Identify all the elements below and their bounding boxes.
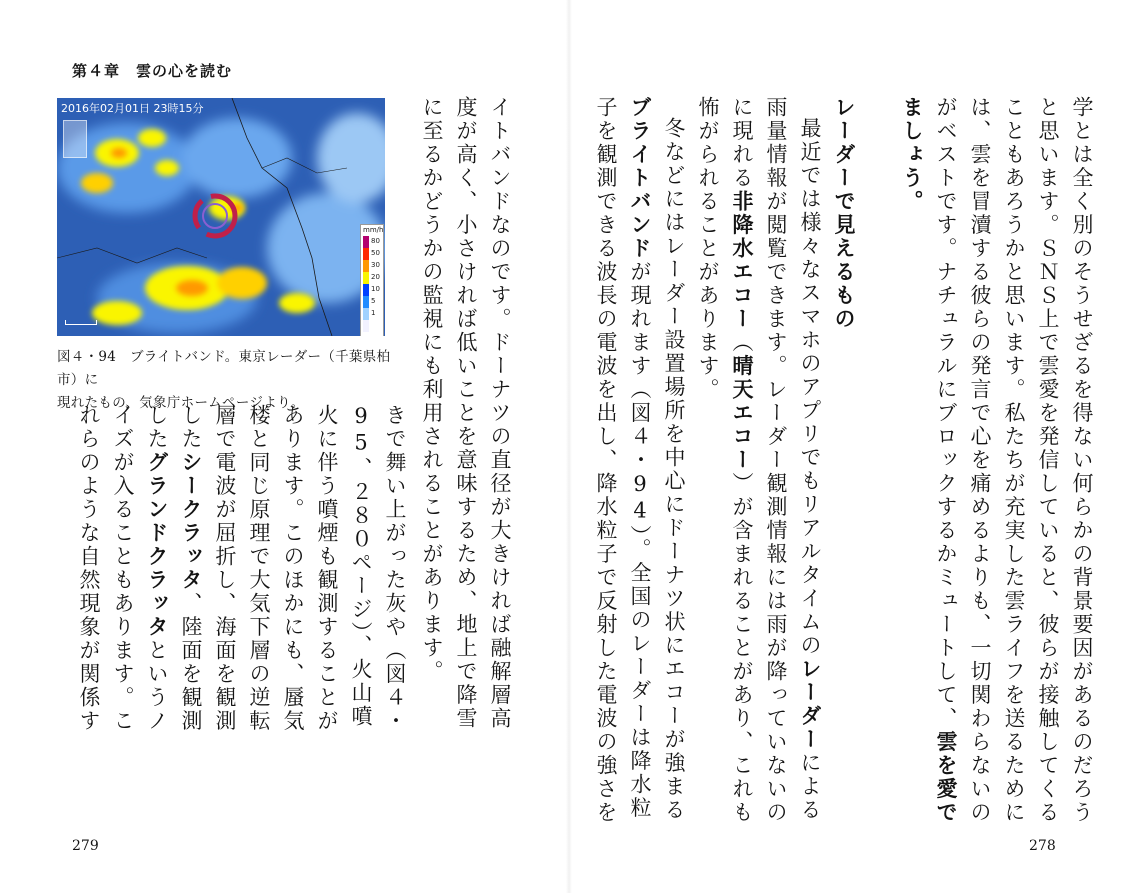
legend-row (363, 308, 382, 320)
caption-line-1: 図４・94 ブライトバンド。東京レーダー（千葉県柏市）に (57, 349, 391, 388)
right-page (569, 0, 1139, 893)
term-sea-clutter: シークラッタ (179, 451, 203, 592)
term-clear-air-echo: 晴天エコー (730, 354, 754, 472)
page-number-left: 279 (72, 838, 99, 854)
term-ground-clutter: グランドクラッタ (145, 451, 169, 639)
paragraph-continued-lower: きで舞い上がった灰や（図４・95、２８０ページ）、火山噴火に伴う噴煙も観測することがあります。このほかにも、蜃気楼と同じ原理で大気下層の逆転層で電波が屈折し、海面を観測したシークラッタ、陸面を観測したグランドクラッタというノイズが入ることもあります。これらのような自然現象が関係す (77, 404, 407, 733)
legend-swatch (363, 272, 369, 284)
figure-legend (360, 224, 384, 336)
term-radar: レーダー (798, 657, 822, 752)
legend-row (363, 236, 382, 248)
legend-row (363, 320, 382, 332)
legend-label: 1 (371, 309, 376, 317)
paragraph-radar-other (412, 96, 415, 736)
legend-row (363, 260, 382, 272)
caption-line-2: 現れたもの、気象庁ホームページより。 (57, 395, 305, 411)
left-page (0, 0, 569, 893)
left-page-lower-text (72, 404, 412, 736)
legend-row (363, 296, 382, 308)
paragraph-continued: 学とは全く別のそうせざるを得ない何らかの背景要因があるのだろうと思います。ＳＮＳ上で雲愛を発信していると、彼らが接触してくることもあろうかと思います。私たちが充実した雲ライフを送るためには、雲を冒瀆する彼らの発言で心を痛めるよりも、一切関わらないのがベストです。ナチュラルにブロックするかミュートして、雲を愛でましょう。 (900, 96, 1094, 825)
legend-label: 5 (371, 297, 376, 305)
paragraph-2: 冬などにはレーダー設置場所を中心にドーナツ状にエコーが強まるブライトバンドが現れます（図４・94）。全国のレーダーは降水粒子を観測できる波長の電波を出し、降水粒子で反射した電波の強さを (594, 96, 686, 825)
legend-swatch (363, 296, 369, 308)
legend-row (363, 284, 382, 296)
legend-swatch (363, 248, 369, 260)
section-heading: レーダーで見えるもの (832, 96, 856, 331)
legend-swatch (363, 284, 369, 296)
bold-phrase-love-clouds: 雲を愛でましょう。 (900, 96, 958, 825)
paragraph-continued-left: イトバンドなのです。ドーナツの直径が大きければ融解層高度が高く、小さければ低いことを意味するため、地上で降雪に至るかどうかの監視にも利用されることがあります。 (420, 96, 512, 731)
term-non-precip-echo: 非降水エコー (730, 190, 754, 331)
legend-swatch (363, 260, 369, 272)
legend-unit: mm/h (363, 226, 384, 234)
left-page-upper-text (412, 96, 517, 736)
map-zoom-control (63, 120, 87, 158)
radar-map-image (57, 98, 385, 336)
legend-label: 80 (371, 237, 380, 245)
running-head: 第４章 雲の心を読む (72, 62, 233, 80)
legend-swatch (363, 236, 369, 248)
legend-swatch (363, 320, 369, 332)
legend-label: 30 (371, 261, 380, 269)
spacer-line (861, 96, 895, 826)
term-bright-band: ブライトバンド (628, 96, 652, 261)
page-number-right: 278 (1029, 838, 1056, 854)
paragraph-1: 最近では様々なスマホのアプリでもリアルタイムのレーダーによる雨量情報が閲覧できます。レーダー観測情報には雨が降っていないのに現れる非降水エコー（晴天エコー）が含まれることがあり、これも怖がられることがあります。 (696, 96, 822, 825)
radar-figure (57, 98, 385, 336)
right-page-body (589, 96, 1099, 826)
legend-swatch (363, 308, 369, 320)
legend-row (363, 248, 382, 260)
legend-label: 10 (371, 285, 380, 293)
map-scale-bar (65, 320, 97, 325)
legend-label: 20 (371, 273, 380, 281)
figure-timestamp: 2016年02月01日 23時15分 (61, 102, 204, 115)
legend-row (363, 272, 382, 284)
legend-label: 50 (371, 249, 380, 257)
